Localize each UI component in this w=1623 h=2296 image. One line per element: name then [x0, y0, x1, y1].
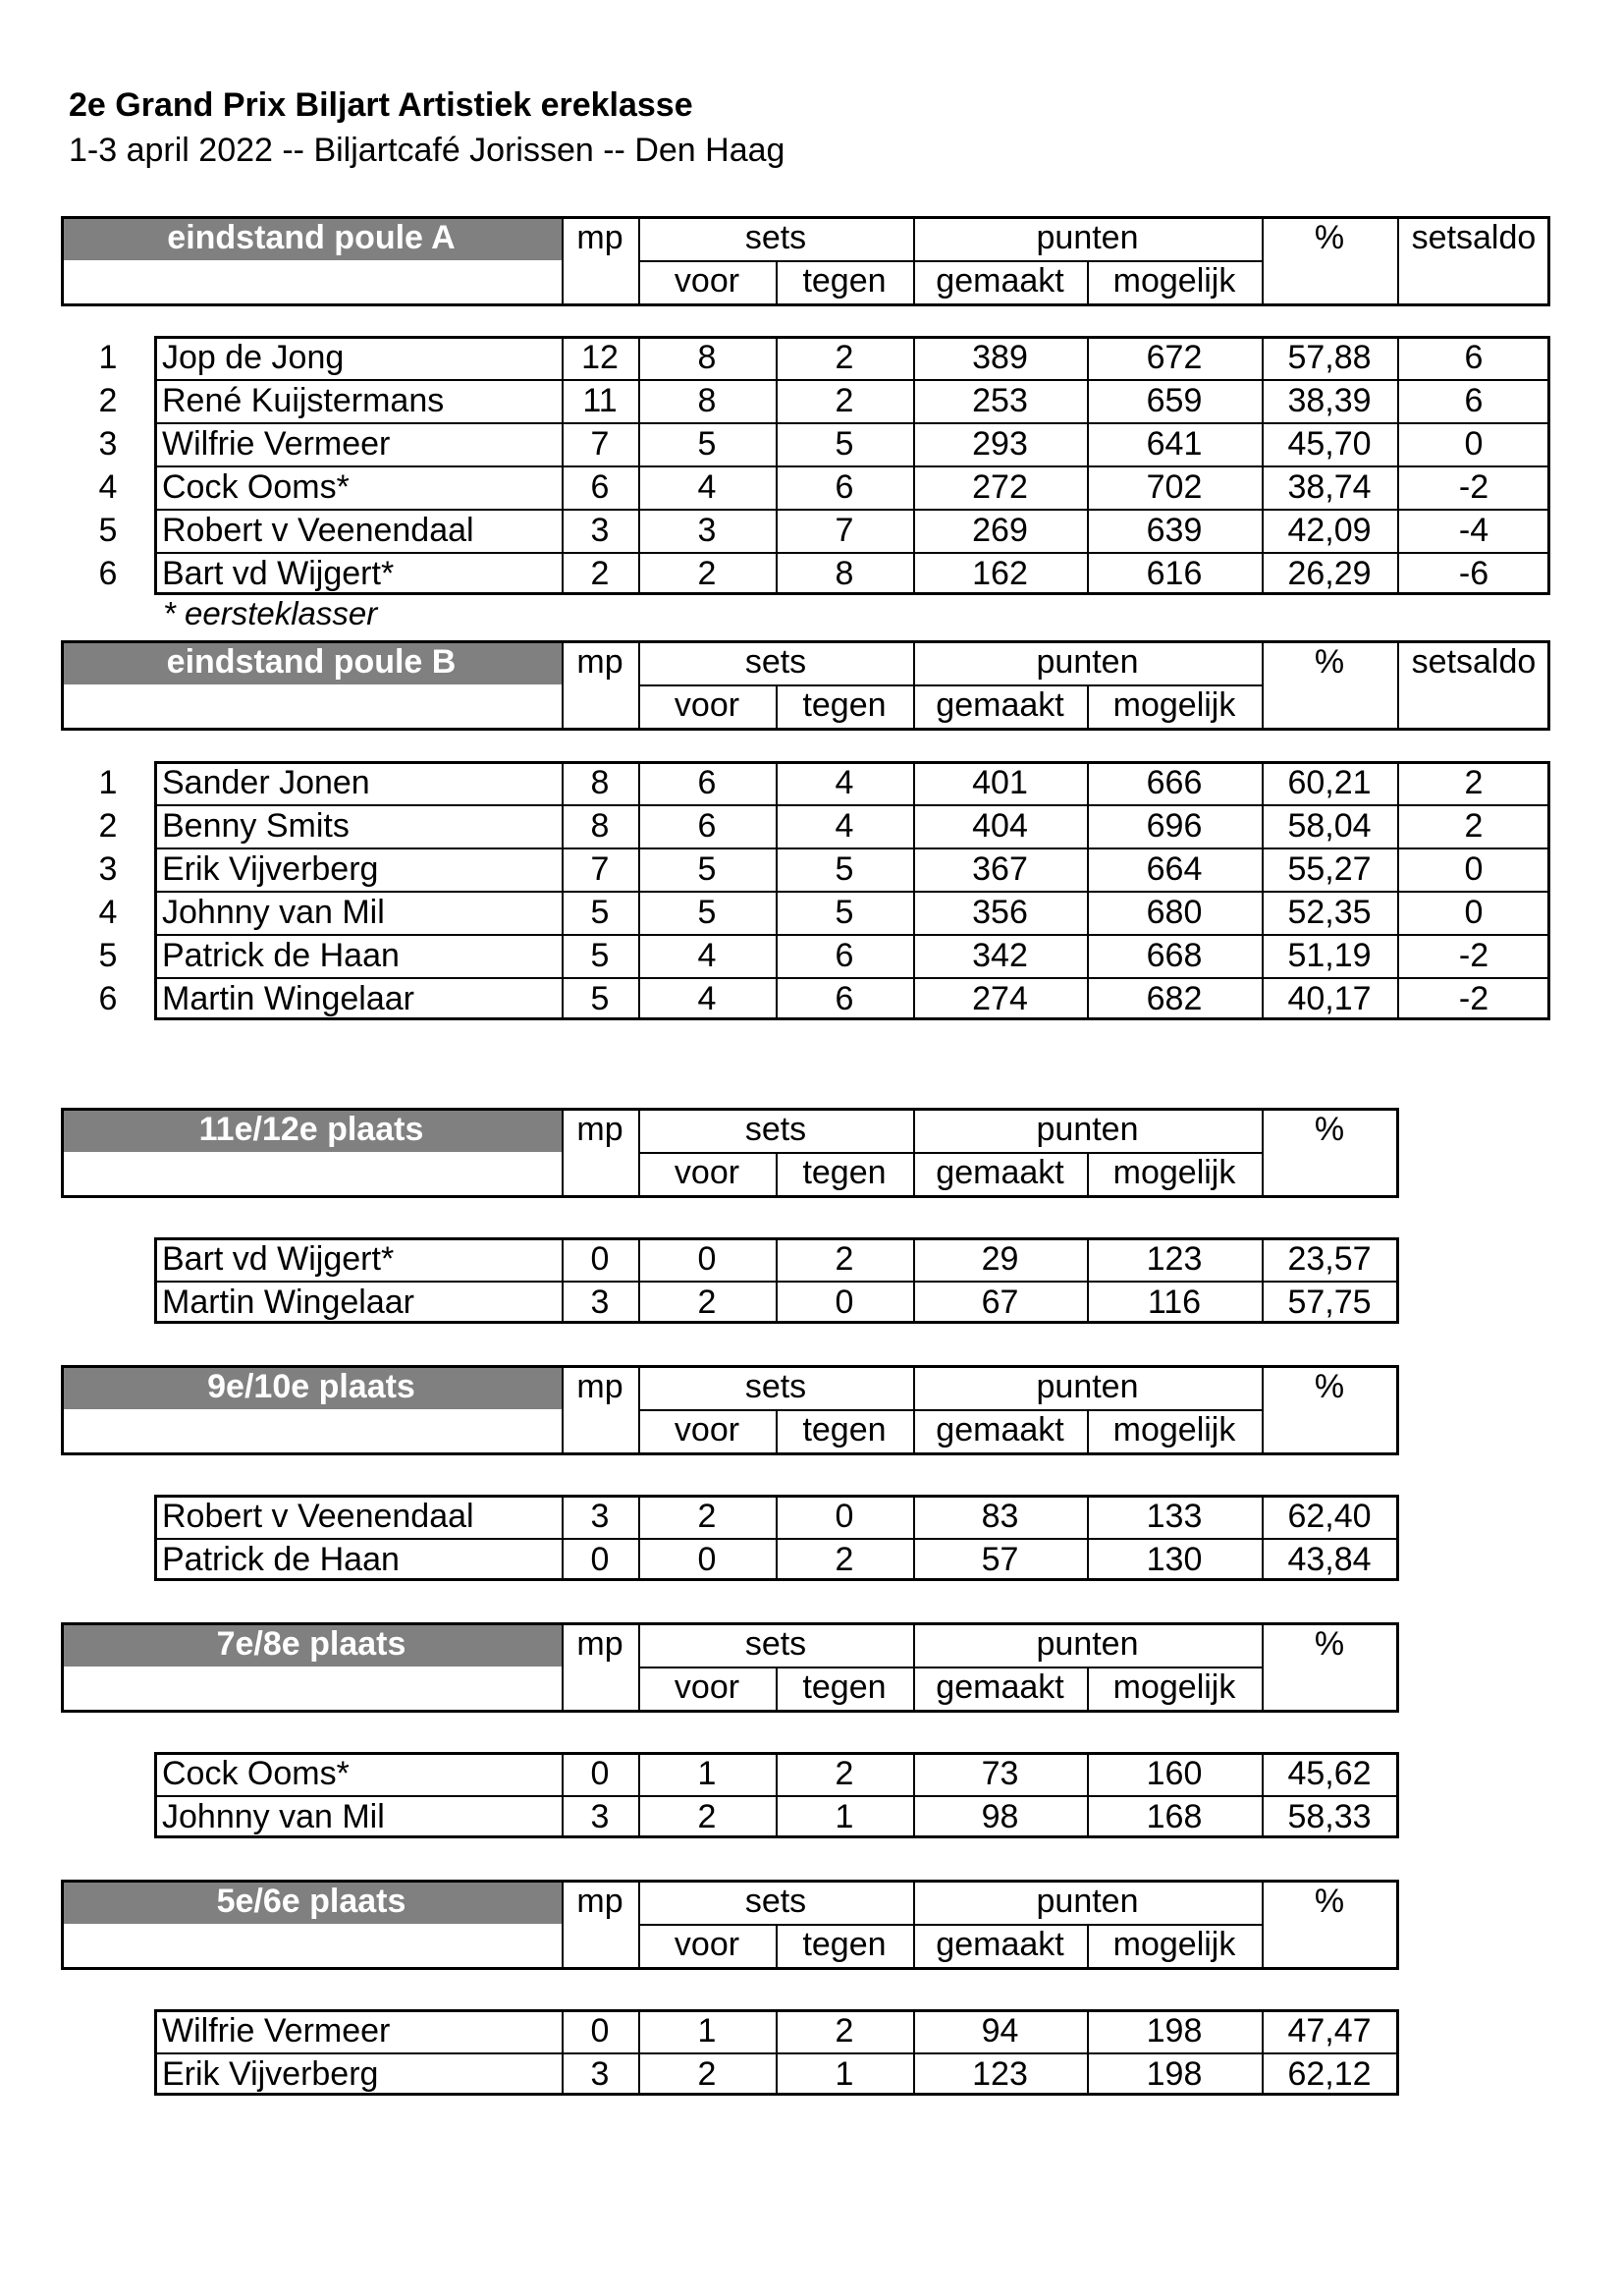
- sets-tegen-value: 7: [835, 512, 854, 549]
- rank-number: 2: [98, 807, 118, 845]
- mp-value: 3: [590, 1798, 610, 1835]
- sets-voor-value: 2: [697, 555, 717, 592]
- mp-value: 0: [590, 2012, 610, 2050]
- setsaldo-value: 2: [1464, 764, 1484, 801]
- sets-voor-value: 5: [697, 425, 717, 463]
- col-tegen-header: tegen: [802, 1411, 887, 1449]
- sets-voor-value: 3: [697, 512, 717, 549]
- col-mp-header: mp: [576, 1625, 623, 1663]
- sets-tegen-value: 6: [835, 980, 854, 1017]
- sets-tegen-value: 5: [835, 425, 854, 463]
- col-gemaakt-header: gemaakt: [936, 1154, 1064, 1191]
- sets-tegen-value: 2: [835, 382, 854, 419]
- col-tegen-header: tegen: [802, 262, 887, 300]
- player-name: Benny Smits: [162, 807, 350, 845]
- punten-gemaakt-value: 404: [972, 807, 1028, 845]
- mp-value: 3: [590, 2055, 610, 2093]
- punten-mogelijk-value: 659: [1146, 382, 1203, 419]
- player-name: Jop de Jong: [162, 339, 345, 376]
- col-voor-header: voor: [674, 686, 740, 724]
- col-sets-header: sets: [744, 1883, 807, 1920]
- sets-tegen-value: 8: [835, 555, 854, 592]
- player-name: Wilfrie Vermeer: [162, 425, 391, 463]
- mp-value: 7: [590, 850, 610, 888]
- punten-gemaakt-value: 269: [972, 512, 1028, 549]
- sets-voor-value: 8: [697, 339, 717, 376]
- punten-gemaakt-value: 83: [981, 1498, 1019, 1535]
- rank-number: 5: [98, 937, 118, 974]
- col-sets-header: sets: [744, 219, 807, 256]
- punten-mogelijk-value: 133: [1146, 1498, 1203, 1535]
- rank-number: 3: [98, 850, 118, 888]
- punten-mogelijk-value: 160: [1146, 1755, 1203, 1792]
- col-mp-header: mp: [576, 1111, 623, 1148]
- mp-value: 3: [590, 1284, 610, 1321]
- mp-value: 7: [590, 425, 610, 463]
- punten-gemaakt-value: 272: [972, 468, 1028, 506]
- pct-value: 47,47: [1287, 2012, 1372, 2050]
- header-title: 11e/12e plaats: [198, 1111, 424, 1148]
- punten-gemaakt-value: 94: [981, 2012, 1019, 2050]
- player-name: Cock Ooms*: [162, 1755, 350, 1792]
- col-tegen-header: tegen: [802, 686, 887, 724]
- punten-gemaakt-value: 57: [981, 1541, 1019, 1578]
- col-sets-header: sets: [744, 1368, 807, 1405]
- sets-tegen-value: 0: [835, 1498, 854, 1535]
- mp-value: 0: [590, 1541, 610, 1578]
- mp-value: 0: [590, 1240, 610, 1278]
- punten-mogelijk-value: 672: [1146, 339, 1203, 376]
- col-gemaakt-header: gemaakt: [936, 262, 1064, 300]
- pct-value: 58,33: [1287, 1798, 1372, 1835]
- punten-gemaakt-value: 123: [972, 2055, 1028, 2093]
- sets-voor-value: 4: [697, 980, 717, 1017]
- col-punten-header: punten: [1036, 219, 1139, 256]
- sets-voor-value: 1: [697, 2012, 717, 2050]
- mp-value: 12: [581, 339, 619, 376]
- col-mogelijk-header: mogelijk: [1112, 686, 1236, 724]
- punten-gemaakt-value: 274: [972, 980, 1028, 1017]
- col-mogelijk-header: mogelijk: [1112, 1411, 1236, 1449]
- sets-tegen-value: 6: [835, 468, 854, 506]
- col-gemaakt-header: gemaakt: [936, 1668, 1064, 1706]
- player-name: Martin Wingelaar: [162, 1284, 414, 1321]
- sets-tegen-value: 4: [835, 764, 854, 801]
- rank-number: 5: [98, 512, 118, 549]
- punten-mogelijk-value: 668: [1146, 937, 1203, 974]
- setsaldo-value: 2: [1464, 807, 1484, 845]
- header-title: eindstand poule B: [166, 643, 457, 681]
- player-name: Sander Jonen: [162, 764, 370, 801]
- pct-value: 26,29: [1287, 555, 1372, 592]
- col-pct-header: %: [1314, 219, 1345, 256]
- sets-voor-value: 1: [697, 1755, 717, 1792]
- punten-gemaakt-value: 253: [972, 382, 1028, 419]
- col-mp-header: mp: [576, 219, 623, 256]
- col-gemaakt-header: gemaakt: [936, 686, 1064, 724]
- sets-voor-value: 0: [697, 1541, 717, 1578]
- col-voor-header: voor: [674, 262, 740, 300]
- sets-tegen-value: 6: [835, 937, 854, 974]
- col-punten-header: punten: [1036, 1625, 1139, 1663]
- setsaldo-value: -2: [1458, 937, 1489, 974]
- col-pct-header: %: [1314, 643, 1345, 681]
- col-setsaldo-header: setsaldo: [1411, 643, 1537, 681]
- pct-value: 51,19: [1287, 937, 1372, 974]
- mp-value: 3: [590, 512, 610, 549]
- punten-mogelijk-value: 696: [1146, 807, 1203, 845]
- col-mogelijk-header: mogelijk: [1112, 1668, 1236, 1706]
- col-mp-header: mp: [576, 643, 623, 681]
- player-name: Bart vd Wijgert*: [162, 555, 395, 592]
- punten-gemaakt-value: 29: [981, 1240, 1019, 1278]
- player-name: Patrick de Haan: [162, 937, 400, 974]
- pct-value: 38,74: [1287, 468, 1372, 506]
- mp-value: 8: [590, 807, 610, 845]
- pct-value: 57,88: [1287, 339, 1372, 376]
- pct-value: 23,57: [1287, 1240, 1372, 1278]
- setsaldo-value: 6: [1464, 339, 1484, 376]
- sets-voor-value: 4: [697, 468, 717, 506]
- col-mogelijk-header: mogelijk: [1112, 1154, 1236, 1191]
- player-name: Wilfrie Vermeer: [162, 2012, 391, 2050]
- mp-value: 5: [590, 894, 610, 931]
- sets-tegen-value: 2: [835, 1541, 854, 1578]
- col-punten-header: punten: [1036, 643, 1139, 681]
- sets-tegen-value: 4: [835, 807, 854, 845]
- pct-value: 62,40: [1287, 1498, 1372, 1535]
- col-tegen-header: tegen: [802, 1154, 887, 1191]
- col-setsaldo-header: setsaldo: [1411, 219, 1537, 256]
- setsaldo-value: -2: [1458, 468, 1489, 506]
- col-sets-header: sets: [744, 1111, 807, 1148]
- punten-mogelijk-value: 130: [1146, 1541, 1203, 1578]
- col-gemaakt-header: gemaakt: [936, 1926, 1064, 1963]
- pct-value: 45,62: [1287, 1755, 1372, 1792]
- setsaldo-value: 6: [1464, 382, 1484, 419]
- header-title: 7e/8e plaats: [216, 1625, 406, 1663]
- sets-tegen-value: 5: [835, 894, 854, 931]
- pct-value: 58,04: [1287, 807, 1372, 845]
- col-sets-header: sets: [744, 643, 807, 681]
- sets-tegen-value: 5: [835, 850, 854, 888]
- sets-voor-value: 5: [697, 894, 717, 931]
- setsaldo-value: 0: [1464, 850, 1484, 888]
- header-title: 5e/6e plaats: [216, 1883, 406, 1920]
- mp-value: 8: [590, 764, 610, 801]
- col-pct-header: %: [1314, 1625, 1345, 1663]
- player-name: Erik Vijverberg: [162, 850, 379, 888]
- punten-mogelijk-value: 682: [1146, 980, 1203, 1017]
- punten-mogelijk-value: 198: [1146, 2055, 1203, 2093]
- col-pct-header: %: [1314, 1883, 1345, 1920]
- pct-value: 60,21: [1287, 764, 1372, 801]
- rank-number: 4: [98, 468, 118, 506]
- rank-number: 3: [98, 425, 118, 463]
- sets-tegen-value: 1: [835, 1798, 854, 1835]
- pct-value: 52,35: [1287, 894, 1372, 931]
- sets-voor-value: 2: [697, 1798, 717, 1835]
- mp-value: 11: [582, 382, 618, 419]
- player-name: Johnny van Mil: [162, 1798, 385, 1835]
- col-mp-header: mp: [576, 1368, 623, 1405]
- mp-value: 3: [590, 1498, 610, 1535]
- setsaldo-value: 0: [1464, 425, 1484, 463]
- col-voor-header: voor: [674, 1154, 740, 1191]
- col-punten-header: punten: [1036, 1368, 1139, 1405]
- setsaldo-value: -2: [1458, 980, 1489, 1017]
- punten-mogelijk-value: 123: [1146, 1240, 1203, 1278]
- pct-value: 57,75: [1287, 1284, 1372, 1321]
- sets-voor-value: 2: [697, 1498, 717, 1535]
- rank-number: 1: [98, 764, 118, 801]
- player-name: Martin Wingelaar: [162, 980, 414, 1017]
- pct-value: 38,39: [1287, 382, 1372, 419]
- sets-voor-value: 0: [697, 1240, 717, 1278]
- footnote: * eersteklasser: [163, 595, 378, 631]
- sets-tegen-value: 1: [835, 2055, 854, 2093]
- col-punten-header: punten: [1036, 1111, 1139, 1148]
- sets-voor-value: 6: [697, 764, 717, 801]
- sets-tegen-value: 2: [835, 2012, 854, 2050]
- punten-mogelijk-value: 702: [1146, 468, 1203, 506]
- punten-mogelijk-value: 639: [1146, 512, 1203, 549]
- col-mogelijk-header: mogelijk: [1112, 262, 1236, 300]
- punten-mogelijk-value: 198: [1146, 2012, 1203, 2050]
- col-gemaakt-header: gemaakt: [936, 1411, 1064, 1449]
- sets-voor-value: 2: [697, 2055, 717, 2093]
- player-name: Robert v Veenendaal: [162, 512, 474, 549]
- col-pct-header: %: [1314, 1111, 1345, 1148]
- rank-number: 6: [98, 980, 118, 1017]
- sets-voor-value: 6: [697, 807, 717, 845]
- col-voor-header: voor: [674, 1926, 740, 1963]
- mp-value: 5: [590, 937, 610, 974]
- rank-number: 2: [98, 382, 118, 419]
- player-name: Erik Vijverberg: [162, 2055, 379, 2093]
- page-title: 2e Grand Prix Biljart Artistiek ereklasse: [69, 86, 693, 124]
- sets-tegen-value: 2: [835, 339, 854, 376]
- pct-value: 40,17: [1287, 980, 1372, 1017]
- punten-mogelijk-value: 116: [1147, 1284, 1202, 1321]
- player-name: Cock Ooms*: [162, 468, 350, 506]
- sets-tegen-value: 0: [835, 1284, 854, 1321]
- punten-gemaakt-value: 342: [972, 937, 1028, 974]
- player-name: Patrick de Haan: [162, 1541, 400, 1578]
- mp-value: 6: [590, 468, 610, 506]
- sets-tegen-value: 2: [835, 1755, 854, 1792]
- punten-gemaakt-value: 293: [972, 425, 1028, 463]
- col-voor-header: voor: [674, 1668, 740, 1706]
- col-tegen-header: tegen: [802, 1926, 887, 1963]
- pct-value: 62,12: [1287, 2055, 1372, 2093]
- player-name: Bart vd Wijgert*: [162, 1240, 395, 1278]
- header-title: eindstand poule A: [167, 219, 456, 256]
- sets-voor-value: 5: [697, 850, 717, 888]
- sets-voor-value: 8: [697, 382, 717, 419]
- mp-value: 2: [590, 555, 610, 592]
- pct-value: 45,70: [1287, 425, 1372, 463]
- rank-number: 1: [98, 339, 118, 376]
- mp-value: 0: [590, 1755, 610, 1792]
- pct-value: 43,84: [1287, 1541, 1372, 1578]
- punten-gemaakt-value: 73: [981, 1755, 1019, 1792]
- col-sets-header: sets: [744, 1625, 807, 1663]
- pct-value: 55,27: [1287, 850, 1372, 888]
- rank-number: 6: [98, 555, 118, 592]
- punten-mogelijk-value: 680: [1146, 894, 1203, 931]
- col-mp-header: mp: [576, 1883, 623, 1920]
- col-tegen-header: tegen: [802, 1668, 887, 1706]
- punten-gemaakt-value: 367: [972, 850, 1028, 888]
- col-mogelijk-header: mogelijk: [1112, 1926, 1236, 1963]
- player-name: René Kuijstermans: [162, 382, 445, 419]
- player-name: Robert v Veenendaal: [162, 1498, 474, 1535]
- rank-number: 4: [98, 894, 118, 931]
- punten-mogelijk-value: 666: [1146, 764, 1203, 801]
- punten-gemaakt-value: 67: [981, 1284, 1019, 1321]
- punten-mogelijk-value: 641: [1146, 425, 1203, 463]
- setsaldo-value: -6: [1458, 555, 1489, 592]
- sets-tegen-value: 2: [835, 1240, 854, 1278]
- sets-voor-value: 4: [697, 937, 717, 974]
- col-pct-header: %: [1314, 1368, 1345, 1405]
- player-name: Johnny van Mil: [162, 894, 385, 931]
- punten-gemaakt-value: 401: [972, 764, 1028, 801]
- punten-mogelijk-value: 616: [1146, 555, 1203, 592]
- sets-voor-value: 2: [697, 1284, 717, 1321]
- setsaldo-value: 0: [1464, 894, 1484, 931]
- punten-gemaakt-value: 356: [972, 894, 1028, 931]
- header-title: 9e/10e plaats: [207, 1368, 415, 1405]
- punten-mogelijk-value: 168: [1146, 1798, 1203, 1835]
- pct-value: 42,09: [1287, 512, 1372, 549]
- setsaldo-value: -4: [1458, 512, 1489, 549]
- col-punten-header: punten: [1036, 1883, 1139, 1920]
- mp-value: 5: [590, 980, 610, 1017]
- punten-mogelijk-value: 664: [1146, 850, 1203, 888]
- page-subtitle: 1-3 april 2022 -- Biljartcafé Jorissen -- Den Haag: [69, 132, 785, 169]
- punten-gemaakt-value: 162: [972, 555, 1028, 592]
- punten-gemaakt-value: 389: [972, 339, 1028, 376]
- punten-gemaakt-value: 98: [981, 1798, 1019, 1835]
- col-voor-header: voor: [674, 1411, 740, 1449]
